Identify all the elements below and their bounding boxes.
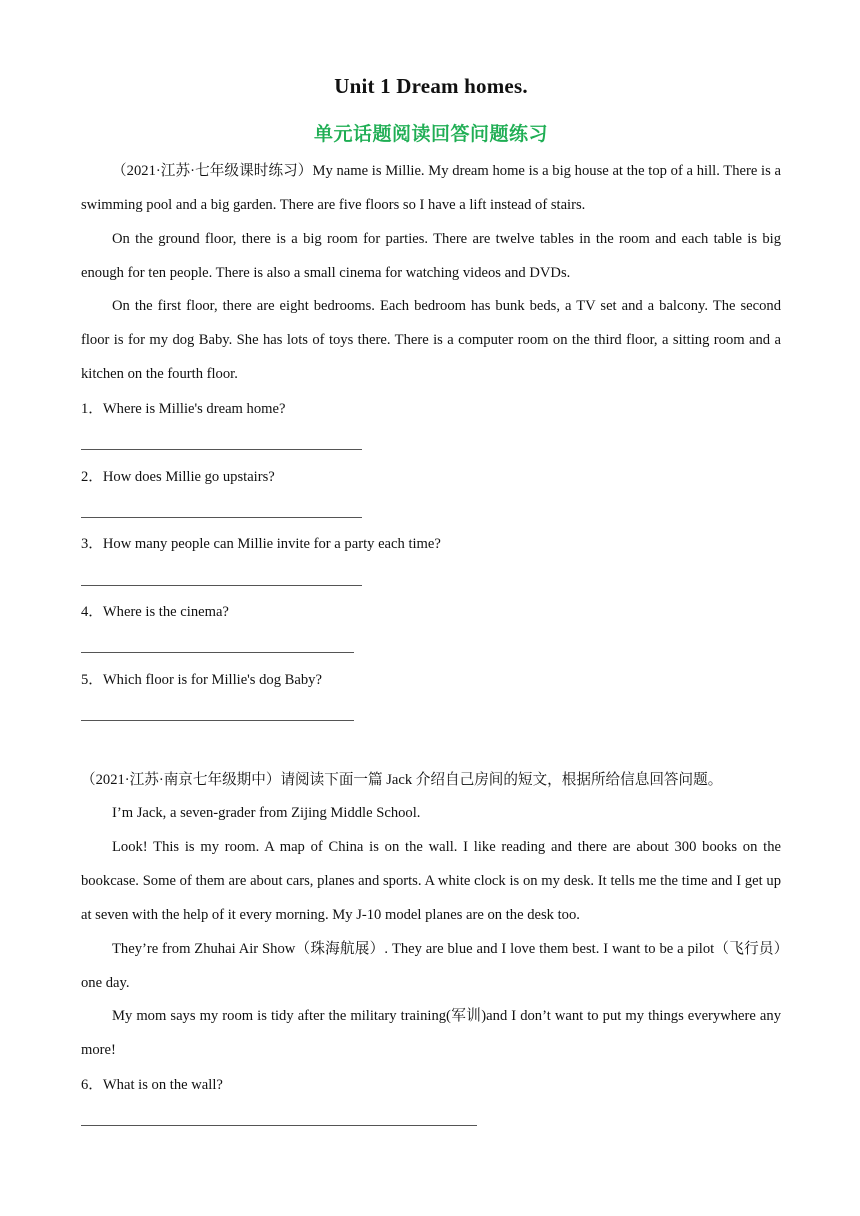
question-3: 3．How many people can Millie invite for a party each time? [81,536,441,552]
passage2-paragraph-3: They’re from Zhuhai Air Show（珠海航展）. They are blue and I love them best. I want to be a pilot（飞行员）one day. [81,941,781,991]
question-5: 5．Which floor is for Millie's dog Baby? [81,672,322,688]
passage1-paragraph-1: （2021·江苏·七年级课时练习）My name is Millie. My dream home is a big house at the top of a hill. There is a swimming pool and a big garden. There are five floors so I have a lift instead of stairs. [81,163,781,213]
answer-line-2[interactable] [81,517,362,518]
question-4: 4．Where is the cinema? [81,604,229,620]
answer-line-5[interactable] [81,720,354,721]
document-title: Unit 1 Dream homes. [334,74,528,98]
question-1: 1．Where is Millie's dream home? [81,401,286,417]
document-subtitle: 单元话题阅读回答问题练习 [313,123,548,145]
passage2-paragraph-2: Look! This is my room. A map of China is on the wall. I like reading and there are about 300 books on the bookcase. Some of them are about cars, planes and sports. A white clock is on my desk. It tells me the time and I get up at seven with the help of it every morning. My J-10 model planes are on the desk too. [81,839,781,923]
answer-line-6[interactable] [81,1125,477,1126]
passage2-paragraph-1: I’m Jack, a seven-grader from Zijing Middle School. [112,805,421,821]
passage2-paragraph-4: My mom says my room is tidy after the military training(军训)and I don’t want to put my things everywhere any more! [81,1008,781,1058]
answer-line-1[interactable] [81,449,362,450]
answer-line-3[interactable] [81,585,362,586]
question-2: 2．How does Millie go upstairs? [81,469,275,485]
answer-line-4[interactable] [81,652,354,653]
passage1-paragraph-2: On the ground floor, there is a big room for parties. There are twelve tables in the room and each table is big enough for ten people. There is also a small cinema for watching videos and DVDs. [81,231,781,281]
question-6: 6．What is on the wall? [81,1077,223,1093]
passage1-paragraph-3: On the first floor, there are eight bedrooms. Each bedroom has bunk beds, a TV set and a balcony. The second floor is for my dog Baby. She has lots of toys there. There is a computer room on the third floor, a sitting room and a kitchen on the fourth floor. [81,298,781,382]
passage2-intro: （2021·江苏·南京七年级期中）请阅读下面一篇 Jack 介绍自己房间的短文，根据所给信息回答问题。 [81,772,723,788]
